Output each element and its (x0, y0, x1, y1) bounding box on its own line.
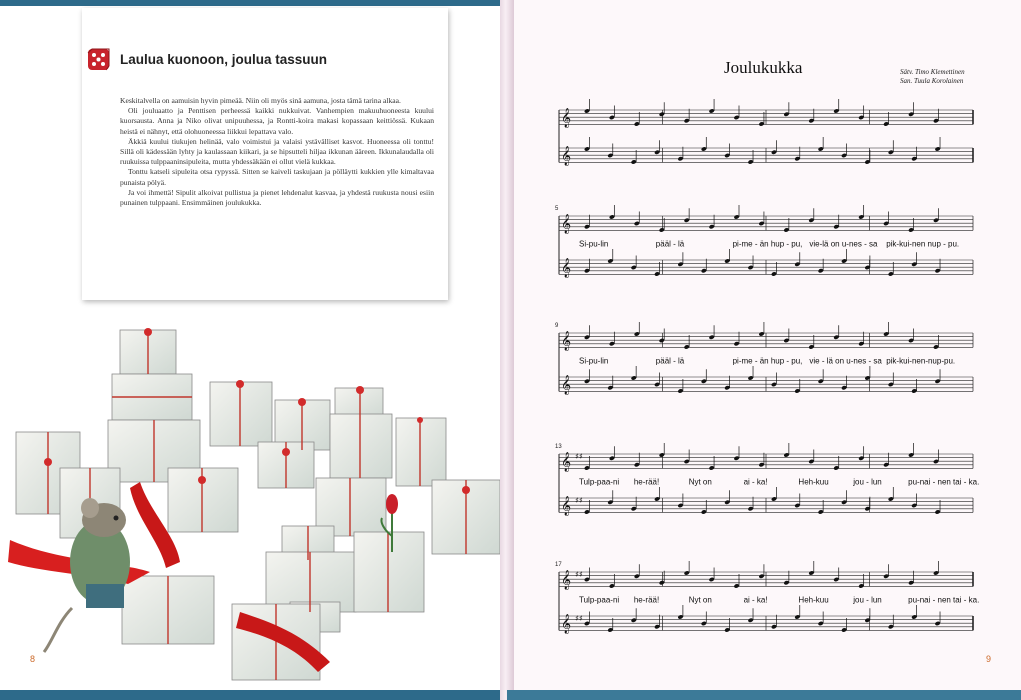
measure-number: 9 (555, 323, 559, 329)
dice-icon (86, 46, 112, 72)
lyric-text: Nyt on (688, 477, 712, 487)
treble-clef-icon: 𝄞 (561, 146, 572, 166)
treble-clef-icon: 𝄞 (561, 614, 572, 634)
gift-boxes-illustration (0, 322, 505, 690)
lyric-text: ai - ka! (743, 477, 768, 487)
key-signature: ♯♯ (575, 452, 583, 461)
measure-number: 13 (555, 444, 562, 450)
lyric-text: he-rää! (633, 477, 660, 487)
treble-clef-icon: 𝄞 (561, 108, 572, 128)
page-number: 9 (986, 654, 992, 664)
treble-clef-icon: 𝄞 (561, 214, 572, 234)
key-signature: ♯♯ (575, 496, 583, 505)
treble-clef-icon: 𝄞 (561, 258, 572, 278)
lyric-text: pu-nai - nen tai - ka. (908, 595, 980, 605)
story-paragraph: Keskitalvella on aamuisin hyvin pimeää. Niin oli myös sinä aamuna, josta tämä tarina alkaa. (120, 96, 401, 105)
lyric-text: pääl - lä (655, 356, 685, 366)
lyric-text: Tulp-paa-ni (579, 477, 620, 487)
page-edge (0, 0, 505, 6)
story-paragraph: Ja voi ihmettä! Sipulit alkoivat pullistua ja pienet lehdenalut kasvaa, ja yhdestä ruukusta nousi esiin punainen tulppaani. Ensimmäinen joulukukka. (120, 187, 434, 208)
page-edge (0, 690, 505, 700)
lyric-text: pik-kui-nen nup - pu. (886, 239, 960, 249)
sheet-music (507, 0, 1021, 690)
story-title: Laulua kuonoon, joulua tassuun (120, 52, 328, 67)
page-edge (507, 690, 1021, 700)
key-signature: ♯♯ (575, 570, 583, 579)
lyric-text: Nyt on (688, 595, 712, 605)
key-signature: ♯♯ (575, 614, 583, 623)
measure-number: 17 (555, 562, 562, 568)
treble-clef-icon: 𝄞 (561, 331, 572, 351)
story-paragraph: Äkkiä kuului tiukujen helinää, valo voimistui ja valaisi ystävälliset kasvot. Huoneessa oli tonttu! Sillä oli kädessään lyhty ja kaulassaan kiikari, ja se hipsutteli hiljaa ikkunan ääreen. Ikkunalaudalla oli ruukuissa tulppaaninsipuleita, mutta yhdessäkään ei ollut vielä kukkaa. (120, 136, 434, 167)
lyric-text: vie - lä on u-nes - sa (809, 356, 882, 366)
composer-credit: Sätv. Timo Klemettinen (900, 68, 965, 76)
mouse-character (44, 498, 130, 652)
treble-clef-icon: 𝄞 (561, 496, 572, 516)
lyric-text: jou - lun (853, 595, 882, 605)
lyric-text: ai - ka! (743, 595, 768, 605)
lyric-text: pik-kui-nen-nup-pu. (886, 356, 956, 366)
story-body (120, 96, 434, 208)
treble-clef-icon: 𝄞 (561, 452, 572, 472)
treble-clef-icon: 𝄞 (561, 375, 572, 395)
lyric-text: Tulp-paa-ni (579, 595, 620, 605)
story-paragraph: Tonttu katseli sipuleita otsa rypyssä. Sitten se kaiveli taskujaan ja pölläytti kukkien ylle kimaltavaa punaista pölyä. (120, 167, 434, 187)
lyric-text: Si-pu-lin (579, 356, 609, 366)
treble-clef-icon: 𝄞 (561, 570, 572, 590)
lyric-text: pääl - lä (655, 239, 685, 249)
story-paragraph: Oli jouluaatto ja Penttisen perheessä kaikki nukkuivat. Vanhempien makuuhuoneesta kuului kuorsausta. Anna ja Niko olivat unipuuhessa, ja Rontti-koira makasi kopassaan keittiössä. Kukaan heistä ei nähnyt, että olohuoneessa liikkui lepattava valo. (120, 106, 434, 136)
lyric-text: pi-me - än hup - pu, (732, 356, 803, 366)
lyric-text: vie-lä on u-nes - sa (809, 239, 878, 249)
story-header (82, 46, 448, 80)
lyricist-credit: San. Tuula Korolainen (900, 77, 964, 85)
lyric-text: Heh-kuu (798, 477, 829, 487)
story-text-box (82, 8, 448, 300)
lyric-text: jou - lun (853, 477, 882, 487)
lyric-text: Si-pu-lin (579, 239, 609, 249)
lyric-text: pi-me - än hup - pu, (732, 239, 803, 249)
lyric-text: he-rää! (633, 595, 660, 605)
lyric-text: Heh-kuu (798, 595, 829, 605)
song-title: Joulukukka (724, 58, 803, 77)
measure-number: 5 (555, 206, 559, 212)
lyric-text: pu-nai - nen tai - ka. (908, 477, 980, 487)
page-number: 8 (30, 654, 36, 664)
